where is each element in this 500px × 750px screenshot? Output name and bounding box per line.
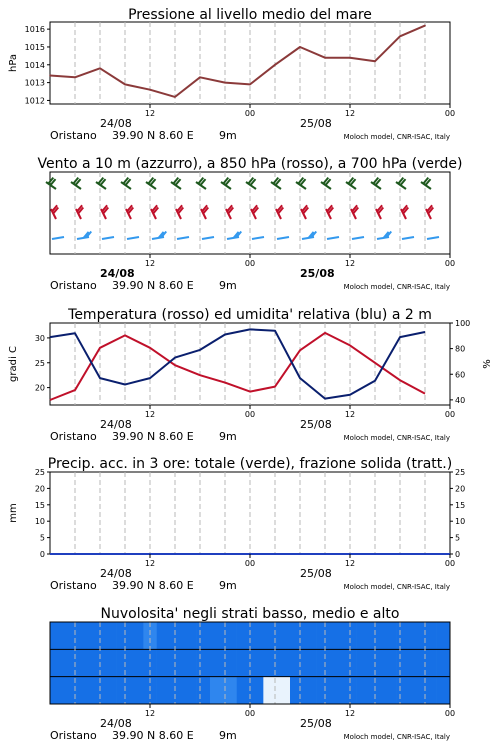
- precip-x-tick-label: 00: [444, 559, 456, 568]
- pressure-point: [199, 76, 201, 78]
- wind-barb-10m: [402, 237, 414, 239]
- cloud-x-tick-label: 12: [144, 709, 156, 718]
- temp-humidity-line: [50, 329, 425, 398]
- temp-credit: Moloch model, CNR-ISAC, Italy: [343, 434, 450, 442]
- precip-y-label: mm: [8, 503, 19, 523]
- cloud-cell: [77, 649, 91, 677]
- cloud-coords: 39.90 N 8.60 E: [112, 729, 194, 742]
- precip-credit: Moloch model, CNR-ISAC, Italy: [343, 583, 450, 591]
- cloud-title: Nuvolosita' negli strati basso, medio e alto: [100, 606, 400, 622]
- cloud-cell: [210, 677, 224, 705]
- wind-barb-10m: [352, 237, 364, 239]
- wind-date-label: 24/08: [100, 267, 135, 280]
- cloud-cell: [157, 622, 171, 650]
- precip-y-tick-label: 25: [34, 468, 45, 477]
- temp-y-tick-label: 30: [34, 333, 45, 343]
- cloud-cell: [130, 649, 144, 677]
- cloud-cell: [170, 622, 184, 650]
- precip-date-label: 24/08: [100, 567, 132, 580]
- wind-barb-10m: [277, 237, 289, 239]
- pressure-point: [424, 25, 426, 27]
- pressure-elevation: 9m: [219, 129, 237, 142]
- cloud-cell: [437, 622, 451, 650]
- temp-coords: 39.90 N 8.60 E: [112, 430, 194, 443]
- cloud-cell: [277, 677, 291, 705]
- precip-location: Oristano: [50, 579, 97, 592]
- cloud-cell: [103, 649, 117, 677]
- cloud-cell: [170, 649, 184, 677]
- temp-y-label: gradi C: [8, 346, 19, 382]
- pressure-title: Pressione al livello medio del mare: [128, 7, 372, 23]
- cloud-cell: [303, 622, 317, 650]
- temp-y-tick-label: 20: [34, 383, 45, 393]
- cloud-cell: [90, 622, 104, 650]
- cloud-cell: [197, 649, 211, 677]
- wind-barb-10m: [127, 237, 139, 239]
- cloud-cell: [317, 649, 331, 677]
- cloud-cell: [117, 622, 131, 650]
- temp-elevation: 9m: [219, 430, 237, 443]
- pressure-point: [224, 82, 226, 84]
- cloud-cell: [50, 622, 64, 650]
- cloud-cell: [237, 649, 251, 677]
- cloud-cell: [183, 622, 197, 650]
- wind-barb-10m: [52, 237, 64, 239]
- wind-barb-10m: [327, 237, 339, 239]
- precip-y-tick-label: 10: [34, 517, 45, 527]
- cloud-cell: [170, 677, 184, 705]
- cloud-cell: [210, 649, 224, 677]
- cloud-cell: [50, 649, 64, 677]
- precip-y-right-tick-label: 20: [455, 484, 466, 494]
- cloud-cell: [383, 622, 397, 650]
- cloud-date-label: 25/08: [300, 717, 332, 730]
- pressure-point: [124, 84, 126, 86]
- cloud-cell: [410, 677, 424, 705]
- cloud-cell: [290, 677, 304, 705]
- wind-x-tick-label: 12: [144, 259, 156, 268]
- cloud-cell: [330, 649, 344, 677]
- precip-date-label: 25/08: [300, 567, 332, 580]
- pressure-x-tick-label: 12: [144, 109, 156, 118]
- precip-elevation: 9m: [219, 579, 237, 592]
- wind-coords: 39.90 N 8.60 E: [112, 279, 194, 292]
- precip-y-right-tick-label: 0: [455, 550, 461, 559]
- pressure-point: [399, 35, 401, 37]
- wind-x-tick-label: 00: [244, 259, 256, 268]
- cloud-cell: [130, 677, 144, 705]
- temp-x-tick-label: 00: [244, 410, 256, 419]
- pressure-y-tick-label: 1015: [24, 42, 45, 52]
- cloud-cell: [237, 622, 251, 650]
- cloud-cell: [183, 677, 197, 705]
- cloud-cell: [197, 677, 211, 705]
- temp-y-right-label: %: [482, 359, 493, 369]
- wind-credit: Moloch model, CNR-ISAC, Italy: [343, 283, 450, 291]
- pressure-point: [299, 46, 301, 48]
- precip-y-right-tick-label: 10: [455, 517, 466, 527]
- cloud-cell: [303, 649, 317, 677]
- pressure-y-tick-label: 1013: [24, 78, 45, 88]
- pressure-location: Oristano: [50, 129, 97, 142]
- cloud-cell: [357, 649, 371, 677]
- pressure-point: [249, 84, 251, 86]
- wind-x-tick-label: 00: [444, 259, 456, 268]
- cloud-cell: [103, 622, 117, 650]
- wind-date-label: 25/08: [300, 267, 335, 280]
- cloud-cell: [103, 677, 117, 705]
- pressure-point: [374, 60, 376, 62]
- precip-y-right-tick-label: 5: [455, 533, 461, 543]
- cloud-cell: [357, 677, 371, 705]
- cloud-cell: [90, 677, 104, 705]
- cloud-cell: [290, 649, 304, 677]
- cloud-cell: [370, 649, 384, 677]
- cloud-elevation: 9m: [219, 729, 237, 742]
- temp-y-right-tick-label: 60: [455, 370, 466, 380]
- wind-barb-10m: [427, 237, 439, 239]
- cloud-cell: [117, 649, 131, 677]
- wind-barb-10m: [177, 237, 189, 239]
- cloud-cell: [410, 649, 424, 677]
- cloud-cell: [290, 622, 304, 650]
- cloud-location: Oristano: [50, 729, 97, 742]
- cloud-cell: [397, 622, 411, 650]
- cloud-cell: [437, 677, 451, 705]
- cloud-cell: [77, 622, 91, 650]
- pressure-y-tick-label: 1012: [24, 96, 45, 106]
- cloud-cell: [357, 622, 371, 650]
- pressure-x-tick-label: 12: [344, 109, 356, 118]
- cloud-cell: [383, 677, 397, 705]
- cloud-x-tick-label: 00: [244, 709, 256, 718]
- precip-y-tick-label: 0: [39, 550, 45, 559]
- wind-barb-10m: [252, 237, 264, 239]
- temp-y-right-tick-label: 100: [455, 319, 471, 328]
- temp-y-tick-label: 25: [34, 358, 45, 368]
- cloud-cell: [330, 677, 344, 705]
- cloud-cell: [303, 677, 317, 705]
- cloud-cell: [410, 622, 424, 650]
- cloud-cell: [77, 677, 91, 705]
- wind-barb-10m: [202, 237, 214, 239]
- temp-y-right-tick-label: 80: [455, 344, 466, 354]
- cloud-cell: [130, 622, 144, 650]
- wind-title: Vento a 10 m (azzurro), a 850 hPa (rosso), a 700 hPa (verde): [37, 156, 463, 172]
- pressure-y-label: hPa: [8, 53, 19, 73]
- precip-y-tick-label: 20: [34, 484, 45, 494]
- pressure-x-tick-label: 00: [244, 109, 256, 118]
- cloud-cell: [50, 677, 64, 705]
- pressure-y-tick-label: 1016: [24, 25, 45, 35]
- pressure-x-tick-label: 00: [444, 109, 456, 118]
- cloud-cell: [330, 622, 344, 650]
- pressure-line: [50, 26, 425, 97]
- temp-y-right-tick-label: 40: [455, 395, 466, 405]
- cloud-cell: [157, 677, 171, 705]
- temp-location: Oristano: [50, 430, 97, 443]
- cloud-cell: [250, 677, 264, 705]
- cloud-cell: [383, 649, 397, 677]
- cloud-cell: [397, 677, 411, 705]
- precip-x-tick-label: 12: [144, 559, 156, 568]
- pressure-point: [49, 75, 51, 77]
- precip-y-tick-label: 5: [39, 533, 45, 543]
- pressure-date-label: 24/08: [100, 117, 132, 130]
- cloud-credit: Moloch model, CNR-ISAC, Italy: [343, 733, 450, 741]
- cloud-cell: [237, 677, 251, 705]
- precip-y-right-tick-label: 25: [455, 468, 466, 477]
- precip-y-tick-label: 15: [34, 500, 45, 510]
- cloud-cell: [250, 649, 264, 677]
- cloud-cell: [370, 622, 384, 650]
- precip-x-tick-label: 00: [244, 559, 256, 568]
- temp-date-label: 24/08: [100, 418, 132, 431]
- cloud-cell: [437, 649, 451, 677]
- precip-title: Precip. acc. in 3 ore: totale (verde), frazione solida (tratt.): [47, 456, 453, 472]
- cloud-x-tick-label: 00: [444, 709, 456, 718]
- cloud-cell: [117, 677, 131, 705]
- temp-x-tick-label: 12: [144, 410, 156, 419]
- wind-elevation: 9m: [219, 279, 237, 292]
- wind-barb-10m: [102, 237, 114, 239]
- cloud-x-tick-label: 12: [344, 709, 356, 718]
- pressure-point: [324, 57, 326, 59]
- cloud-cell: [317, 677, 331, 705]
- pressure-credit: Moloch model, CNR-ISAC, Italy: [343, 133, 450, 141]
- precip-y-right-tick-label: 15: [455, 500, 466, 510]
- temp-title: Temperatura (rosso) ed umidita' relativa (blu) a 2 m: [68, 307, 432, 323]
- temp-date-label: 25/08: [300, 418, 332, 431]
- wind-location: Oristano: [50, 279, 97, 292]
- temp-x-tick-label: 00: [444, 410, 456, 419]
- cloud-cell: [183, 649, 197, 677]
- pressure-point: [174, 96, 176, 98]
- cloud-cell: [157, 649, 171, 677]
- temp-temperature-line: [50, 333, 425, 400]
- pressure-date-label: 25/08: [300, 117, 332, 130]
- precip-coords: 39.90 N 8.60 E: [112, 579, 194, 592]
- pressure-coords: 39.90 N 8.60 E: [112, 129, 194, 142]
- cloud-cell: [277, 649, 291, 677]
- pressure-point: [274, 64, 276, 66]
- pressure-point: [149, 89, 151, 91]
- pressure-y-tick-label: 1014: [24, 60, 45, 70]
- wind-x-tick-label: 12: [344, 259, 356, 268]
- cloud-cell: [397, 649, 411, 677]
- cloud-cell: [370, 677, 384, 705]
- cloud-cell: [90, 649, 104, 677]
- temp-x-tick-label: 12: [344, 410, 356, 419]
- cloud-cell: [250, 622, 264, 650]
- cloud-date-label: 24/08: [100, 717, 132, 730]
- cloud-cell: [317, 622, 331, 650]
- pressure-point: [349, 57, 351, 59]
- cloud-cell: [197, 622, 211, 650]
- pressure-point: [74, 76, 76, 78]
- cloud-cell: [277, 622, 291, 650]
- pressure-point: [99, 68, 101, 70]
- cloud-cell: [210, 622, 224, 650]
- precip-x-tick-label: 12: [344, 559, 356, 568]
